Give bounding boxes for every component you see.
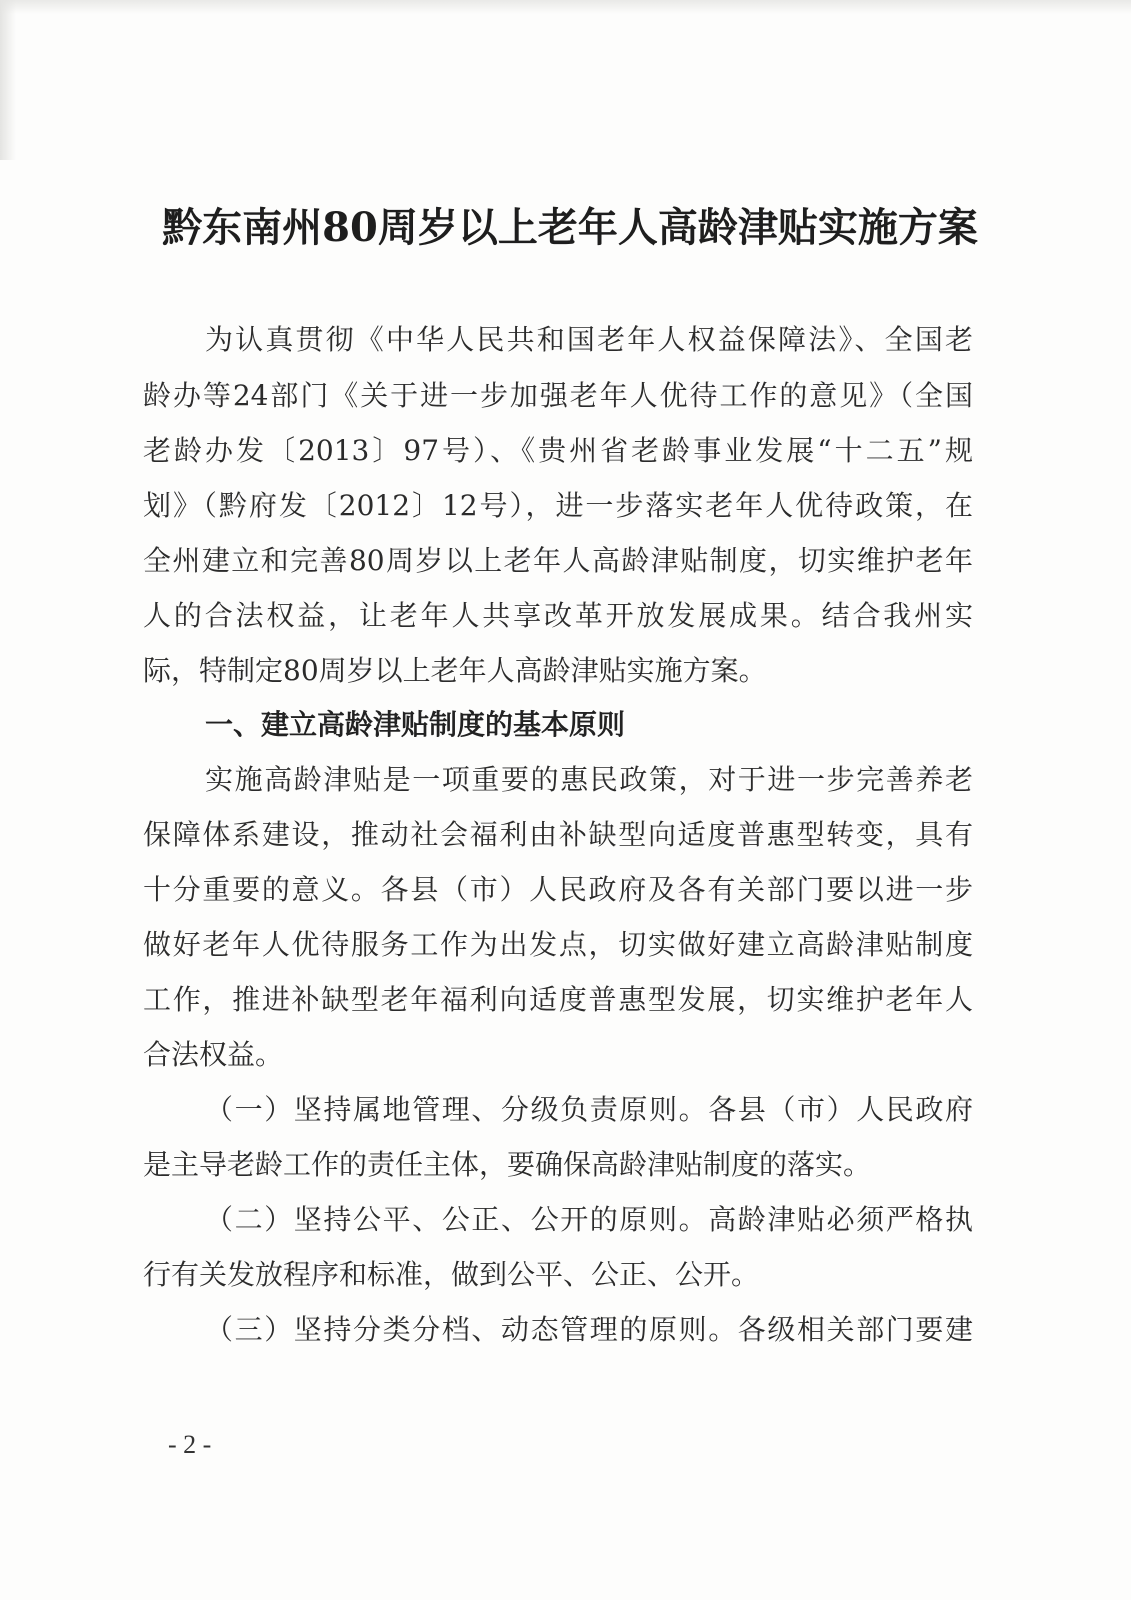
paragraph-line: （二）坚持公平、公正、公开的原则。高龄津贴必须严格执	[205, 1203, 973, 1236]
paragraph-line: 做好老年人优待服务工作为出发点，切实做好建立高龄津贴制度	[143, 928, 973, 961]
page-number: - 2 -	[168, 1430, 212, 1459]
document-title: 黔东南州80周岁以上老年人高龄津贴实施方案	[162, 204, 978, 251]
paragraph-line: 划》（黔府发〔2012〕12号），进一步落实老年人优待政策，在	[143, 489, 973, 522]
paragraph-line: 全州建立和完善80周岁以上老年人高龄津贴制度，切实维护老年	[143, 544, 973, 577]
paragraph-line: 合法权益。	[143, 1038, 284, 1071]
paragraph-line: 保障体系建设，推动社会福利由补缺型向适度普惠型转变，具有	[143, 818, 973, 851]
paragraph-line: 老龄办发〔2013〕97号）、《贵州省老龄事业发展“十二五”规	[143, 434, 973, 467]
paragraph-line: （一）坚持属地管理、分级负责原则。各县（市）人民政府	[205, 1093, 973, 1126]
scan-shadow-top	[0, 0, 1131, 14]
section-heading: 一、建立高龄津贴制度的基本原则	[205, 708, 626, 741]
paragraph-line: 工作，推进补缺型老年福利向适度普惠型发展，切实维护老年人	[143, 983, 973, 1016]
paragraph-line: 际，特制定80周岁以上老年人高龄津贴实施方案。	[143, 654, 767, 687]
paragraph-line: 十分重要的意义。各县（市）人民政府及各有关部门要以进一步	[143, 873, 973, 906]
paragraph-line: 实施高龄津贴是一项重要的惠民政策，对于进一步完善养老	[205, 763, 973, 796]
paragraph-line: 行有关发放程序和标准，做到公平、公正、公开。	[143, 1258, 760, 1291]
paragraph-line: 为认真贯彻《中华人民共和国老年人权益保障法》、全国老	[205, 323, 973, 356]
scan-shadow-left	[0, 0, 16, 160]
paragraph-line: （三）坚持分类分档、动态管理的原则。各级相关部门要建	[205, 1313, 973, 1346]
paragraph-line: 是主导老龄工作的责任主体，要确保高龄津贴制度的落实。	[143, 1148, 872, 1181]
paragraph-line: 龄办等24部门《关于进一步加强老年人优待工作的意见》（全国	[143, 379, 973, 412]
paragraph-line: 人的合法权益，让老年人共享改革开放发展成果。结合我州实	[143, 599, 973, 632]
